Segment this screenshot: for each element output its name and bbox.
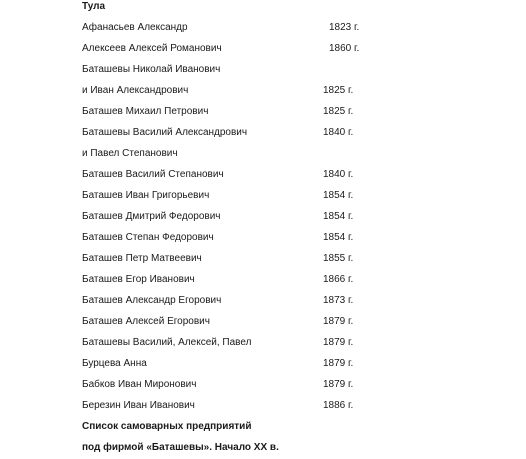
entry-year: 1879 г. xyxy=(323,358,354,369)
entry-name: Баташев Иван Григорьевич xyxy=(82,190,210,201)
entry-year: 1879 г. xyxy=(323,337,354,348)
entry-year: 1854 г. xyxy=(323,190,354,201)
entry-year: 1840 г. xyxy=(323,169,354,180)
caption-line-1: Список самоварных предприятий xyxy=(82,421,252,432)
entry-year: 1879 г. xyxy=(323,379,354,390)
section-heading: Тула xyxy=(82,1,106,12)
entry-year: 1886 г. xyxy=(323,400,354,411)
entry-year: 1854 г. xyxy=(323,211,354,222)
entry-year: 1854 г. xyxy=(323,232,354,243)
entry-year: 1873 г. xyxy=(323,295,354,306)
entry-year: 1855 г. xyxy=(323,253,354,264)
entry-name: Бабков Иван Миронович xyxy=(82,379,197,390)
entry-name: Баташев Петр Матвеевич xyxy=(82,253,202,264)
entry-name: Баташевы Василий Александрович xyxy=(82,127,248,138)
entry-year: 1866 г. xyxy=(323,274,354,285)
entry-name: Бурцева Анна xyxy=(82,358,147,369)
entry-year: 1825 г. xyxy=(323,106,354,117)
entry-name: Баташевы Василий, Алексей, Павел xyxy=(82,337,252,348)
caption-line-2: под фирмой «Баташевы». Начало XX в. xyxy=(82,442,279,453)
entry-name: Афанасьев Александр xyxy=(82,22,188,33)
entry-name: Баташев Дмитрий Федорович xyxy=(82,211,221,222)
entry-name: Баташев Степан Федорович xyxy=(82,232,214,243)
entry-name: Алексеев Алексей Романович xyxy=(82,43,222,54)
entry-name: Баташев Василий Степанович xyxy=(82,169,224,180)
entry-year: 1840 г. xyxy=(323,127,354,138)
entry-year: 1879 г. xyxy=(323,316,354,327)
entry-name: и Иван Александрович xyxy=(82,85,189,96)
entry-name: Баташев Михаил Петрович xyxy=(82,106,209,117)
entry-name: Баташев Егор Иванович xyxy=(82,274,195,285)
entry-name: Баташев Александр Егорович xyxy=(82,295,222,306)
entry-year: 1860 г. xyxy=(329,43,360,54)
entry-name: Баташев Алексей Егорович xyxy=(82,316,210,327)
entry-name: Березин Иван Иванович xyxy=(82,400,195,411)
entry-year: 1823 г. xyxy=(329,22,360,33)
entry-year: 1825 г. xyxy=(323,85,354,96)
entry-name: Баташевы Николай Иванович xyxy=(82,64,221,75)
entry-name: и Павел Степанович xyxy=(82,148,178,159)
